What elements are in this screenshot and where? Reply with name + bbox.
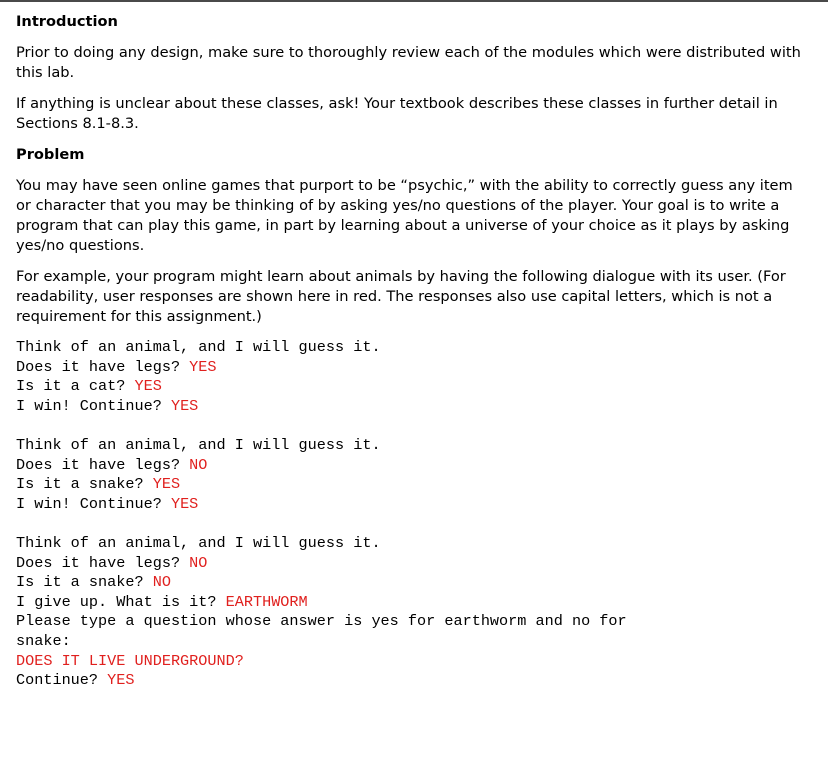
top-rule [0, 0, 828, 2]
program-text: Does it have legs? [16, 357, 190, 376]
user-response: YES [189, 357, 217, 376]
dialogue-line [16, 377, 806, 397]
program-text: Think of an animal, and I will guess it. [16, 533, 381, 552]
program-text: Continue? [16, 671, 108, 690]
dialogue-line [16, 593, 806, 613]
problem-paragraph-1: You may have seen online games that purport to be “psychic,” with the ability to correctly guess any item or character that you may be thinking of by asking yes/no questions of the player. Your goal is to write a program that can play this game, in part by learning about a universe of your choice as it plays by asking yes/no questions. [16, 177, 793, 254]
dialogue-block-1 [16, 338, 806, 416]
intro-paragraph-1: Prior to doing any design, make sure to thoroughly review each of the modules which were distributed with this lab. [16, 44, 801, 81]
program-text: snake: [16, 631, 71, 650]
dialogue-block-3 [16, 534, 806, 691]
dialogue-line [16, 632, 806, 652]
user-response: YES [170, 494, 199, 513]
user-response: NO [189, 455, 208, 474]
program-text: Is it a cat? [16, 377, 135, 396]
user-response: NO [189, 553, 208, 572]
dialogue-line [16, 358, 806, 378]
dialogue-block-2 [16, 436, 806, 514]
dialogue-line [16, 554, 806, 574]
problem-heading: Problem [16, 146, 85, 163]
user-response: NO [152, 573, 171, 592]
program-text: I win! Continue? [16, 396, 171, 415]
program-text: I win! Continue? [16, 494, 171, 513]
dialogue-line [16, 534, 806, 554]
program-text: Please type a question whose answer is yes for earthworm and no for [16, 612, 627, 631]
dialogue-line [16, 573, 806, 593]
dialogue-line [16, 436, 806, 456]
program-text: I give up. What is it? [16, 592, 226, 611]
dialogue-line [16, 397, 806, 417]
dialogue-line [16, 612, 806, 632]
program-text: Think of an animal, and I will guess it. [16, 435, 381, 454]
problem-paragraph-2: For example, your program might learn about animals by having the following dialogue with its user. (For readability, user responses are shown here in red. The responses also use capital letters, which is not a requirement for this assignment.) [16, 268, 786, 325]
document-page [16, 12, 806, 710]
program-text: Is it a snake? [16, 475, 153, 494]
user-response: YES [152, 475, 181, 494]
user-response: YES [134, 377, 162, 396]
dialogue-line [16, 475, 806, 495]
program-text: Does it have legs? [16, 553, 190, 572]
sample-dialogue [16, 338, 806, 691]
dialogue-line [16, 671, 806, 691]
introduction-heading: Introduction [16, 13, 118, 30]
user-response: DOES IT LIVE UNDERGROUND? [16, 651, 244, 670]
user-response: EARTHWORM [225, 592, 308, 611]
program-text: Does it have legs? [16, 455, 190, 474]
intro-paragraph-2: If anything is unclear about these classes, ask! Your textbook describes these classes in further detail in Sections 8.1-8.3. [16, 95, 778, 132]
dialogue-line [16, 456, 806, 476]
user-response: YES [170, 396, 199, 415]
program-text: Think of an animal, and I will guess it. [16, 338, 381, 356]
dialogue-line [16, 338, 806, 358]
user-response: YES [107, 671, 135, 690]
dialogue-line [16, 652, 806, 672]
program-text: Is it a snake? [16, 573, 153, 592]
dialogue-line [16, 495, 806, 515]
